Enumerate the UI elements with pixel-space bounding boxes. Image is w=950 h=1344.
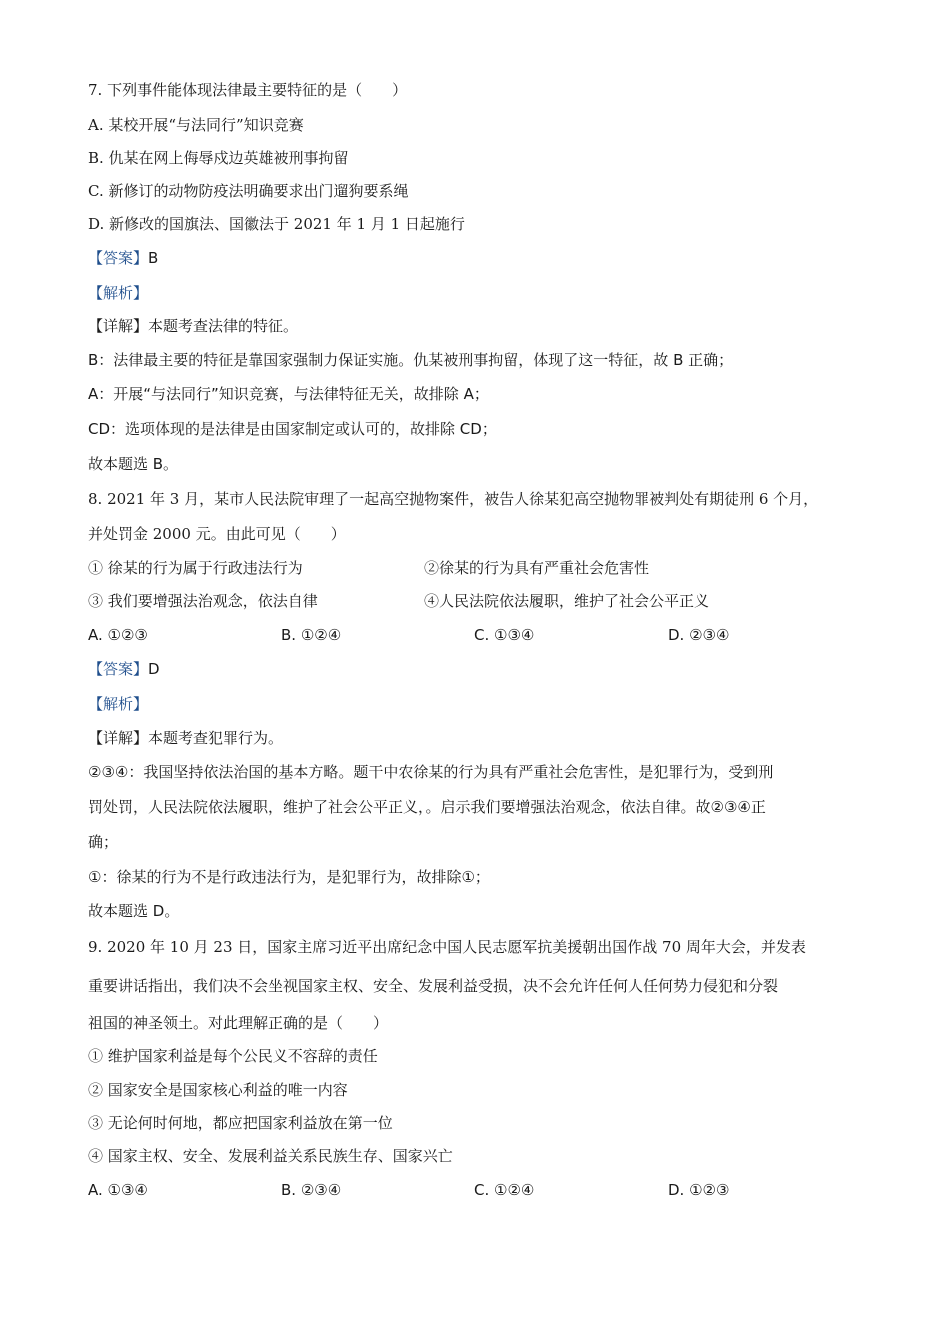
q9-stem-cont: 祖国的神圣领土。对此理解正确的是（ ） bbox=[88, 1014, 389, 1032]
q7-analysis-tag: 【解析】 bbox=[88, 284, 149, 302]
q8-item-3: ③ 我们要增强法治观念，依法自律 bbox=[88, 592, 318, 610]
q9-item-1: ① 维护国家利益是每个公民义不容辞的责任 bbox=[88, 1047, 378, 1065]
q8-choice-b: B. ①②④ bbox=[281, 626, 342, 644]
q8-item-4: ④人民法院依法履职，维护了社会公平正义 bbox=[424, 592, 710, 610]
q9-choice-c: C. ①②④ bbox=[474, 1181, 535, 1199]
q8-analysis-line: 罚处罚，人民法院依法履职，维护了社会公平正义，。启示我们要增强法治观念，依法自律。故②③④正 bbox=[88, 798, 766, 816]
q8-answer-value: D bbox=[148, 660, 160, 678]
q7-answer bbox=[88, 248, 158, 268]
q8-stem-cont: 并处罚金 2000 元。由此可见（ ） bbox=[88, 525, 346, 543]
q8-choice-d: D. ②③④ bbox=[668, 626, 730, 644]
q7-option-b: B. 仇某在网上侮辱戍边英雄被刑事拘留 bbox=[88, 149, 349, 167]
q9-choice-d: D. ①②③ bbox=[668, 1181, 730, 1199]
q9-item-3: ③ 无论何时何地，都应把国家利益放在第一位 bbox=[88, 1114, 393, 1132]
q7-analysis-line: CD：选项体现的是法律是由国家制定或认可的，故排除 CD； bbox=[88, 420, 497, 438]
q7-option-a: A. 某校开展“与法同行”知识竞赛 bbox=[88, 116, 304, 134]
q9-choice-a: A. ①③④ bbox=[88, 1181, 148, 1199]
q7-stem: 7. 下列事件能体现法律最主要特征的是（ ） bbox=[88, 81, 408, 99]
q8-answer bbox=[88, 659, 160, 679]
q9-item-2: ② 国家安全是国家核心利益的唯一内容 bbox=[88, 1081, 348, 1099]
q7-detail: 【详解】本题考查法律的特征。 bbox=[88, 317, 299, 335]
q8-choice-c: C. ①③④ bbox=[474, 626, 535, 644]
q8-analysis-tag: 【解析】 bbox=[88, 695, 149, 713]
q7-analysis-line: B：法律最主要的特征是靠国家强制力保证实施。仇某被刑事拘留，体现了这一特征，故 B 正确； bbox=[88, 351, 734, 369]
q7-option-d: D. 新修改的国旗法、国徽法于 2021 年 1 月 1 日起施行 bbox=[88, 215, 465, 233]
q7-analysis-line: 故本题选 B。 bbox=[88, 455, 179, 473]
q7-answer-value: B bbox=[148, 249, 159, 267]
q8-analysis-line: ②③④：我国坚持依法治国的基本方略。题干中农徐某的行为具有严重社会危害性，是犯罪行为，受到刑 bbox=[88, 763, 774, 781]
q8-choice-a: A. ①②③ bbox=[88, 626, 148, 644]
q7-analysis-line: A：开展“与法同行”知识竞赛，与法律特征无关，故排除 A； bbox=[88, 385, 489, 403]
q7-option-c: C. 新修订的动物防疫法明确要求出门遛狗要系绳 bbox=[88, 182, 409, 200]
q9-item-4: ④ 国家主权、安全、发展利益关系民族生存、国家兴亡 bbox=[88, 1147, 453, 1165]
q8-analysis-line: ①：徐某的行为不是行政违法行为，是犯罪行为，故排除①； bbox=[88, 868, 490, 886]
q8-stem: 8. 2021 年 3 月，某市人民法院审理了一起高空抛物案件，被告人徐某犯高空抛物罪被判处有期徒刑 6 个月， bbox=[88, 490, 819, 508]
q8-answer-tag: 【答案】 bbox=[88, 660, 149, 678]
q7-answer-tag: 【答案】 bbox=[88, 249, 149, 267]
q8-detail: 【详解】本题考查犯罪行为。 bbox=[88, 729, 284, 747]
q8-analysis-line: 故本题选 D。 bbox=[88, 902, 180, 920]
q9-choice-b: B. ②③④ bbox=[281, 1181, 342, 1199]
q8-item-2: ②徐某的行为具有严重社会危害性 bbox=[424, 559, 650, 577]
q8-item-1: ① 徐某的行为属于行政违法行为 bbox=[88, 559, 303, 577]
q9-stem: 9. 2020 年 10 月 23 日，国家主席习近平出席纪念中国人民志愿军抗美援朝出国作战 70 周年大会，并发表 bbox=[88, 938, 806, 956]
q8-analysis-line: 确； bbox=[88, 833, 119, 851]
q9-stem-cont: 重要讲话指出，我们决不会坐视国家主权、安全、发展利益受损，决不会允许任何人任何势力侵犯和分裂 bbox=[88, 977, 779, 995]
